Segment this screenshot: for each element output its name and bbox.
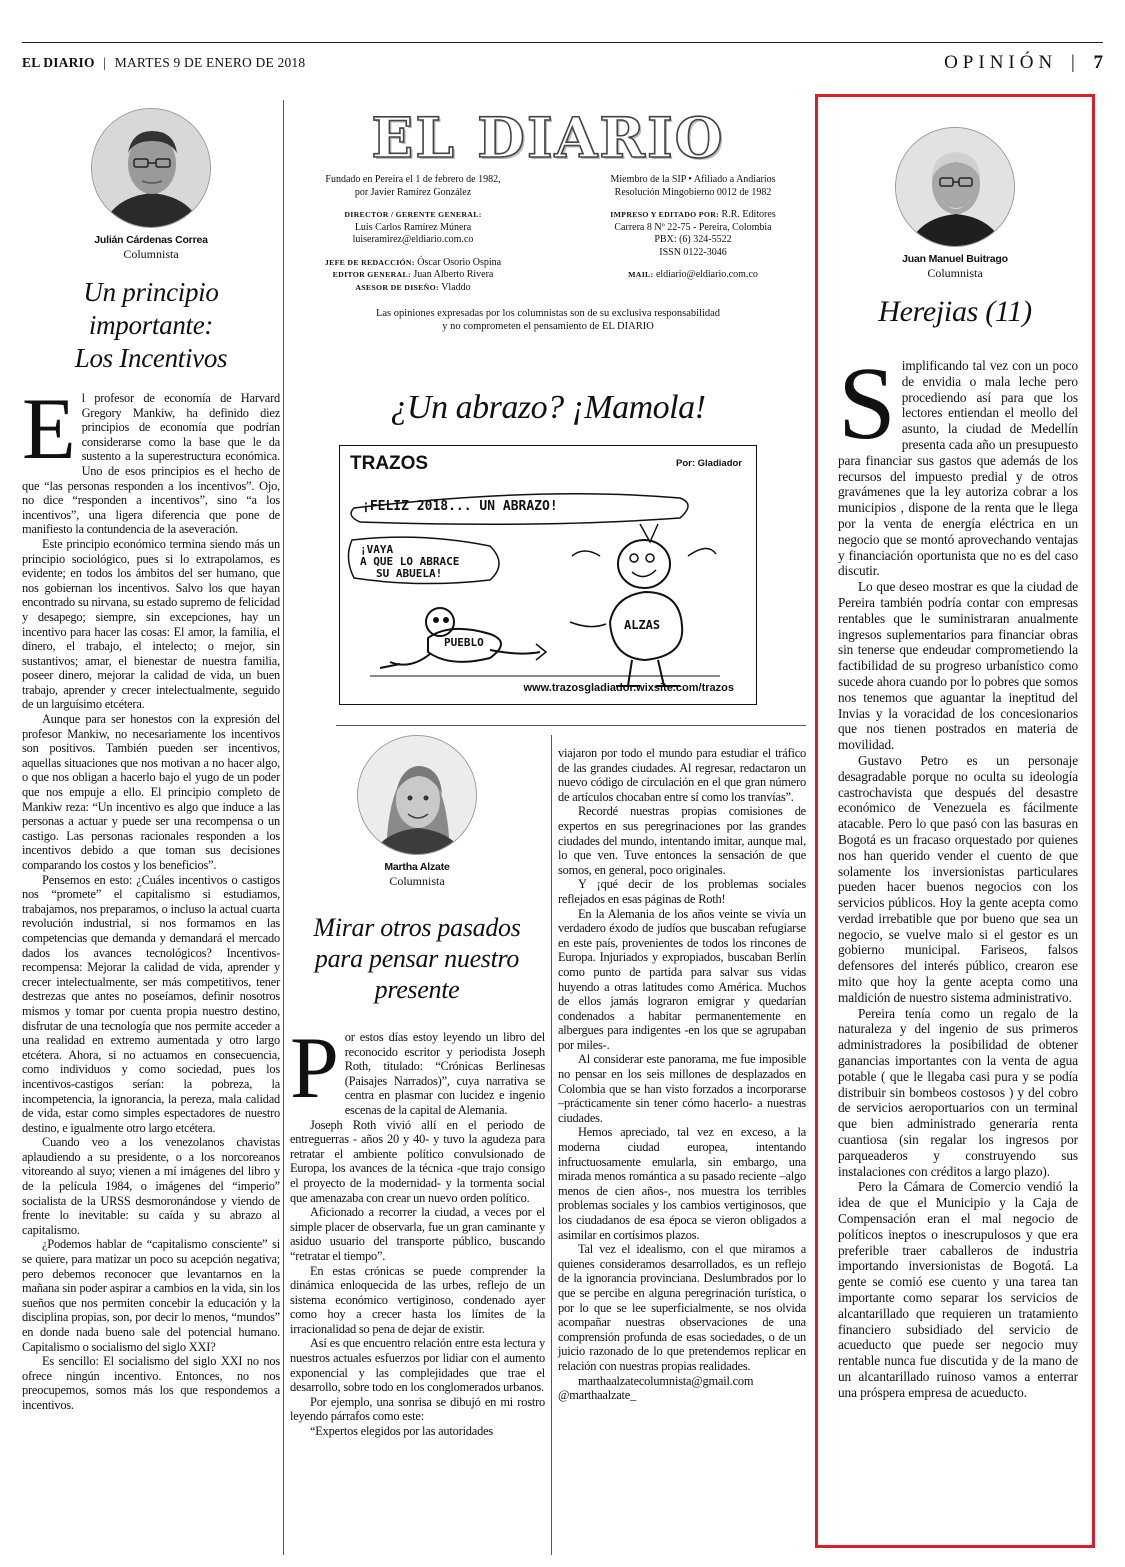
paragraph: En la Alemania de los años veinte se vivía un verdadero éxodo de judíos que buscaban refugiarse en este país, provenientes de todos los rincones de Europa. Injuriados y expropiados, buscaban Berlín como punto de partida para salvar sus vidas huyendo a otras latitudes como América. Muchos de ellos jamás lograron emigrar y quedarían condenados a habitar permanentemente en albergues para indigentes -en los que se agrupaban por miles-. [558, 906, 806, 1052]
column-alzate [288, 735, 546, 889]
author-role: Columnista [123, 247, 179, 261]
bubble-2-line-3: SU ABUELA! [376, 567, 443, 580]
author-name: Martha Alzate [384, 861, 450, 873]
impreso-label: IMPRESO Y EDITADO POR: [610, 210, 720, 219]
paragraph: Y ¡qué decir de los problemas sociales reflejados en esas páginas de Roth! [558, 877, 806, 906]
editor-label: EDITOR GENERAL: [332, 270, 411, 279]
drop-cap: E [22, 381, 76, 478]
title-line-1: Un principio importante: [83, 277, 219, 340]
column-buitrago-highlighted [815, 94, 1095, 1548]
author-role: Columnista [927, 266, 983, 280]
paragraph: Al considerar este panorama, me fue imposible no pensar en los seis millones de desplazados en Colombia que se han visto forzados a incorporarse –prácticamente sin tener cómo hacerlo- a nuestras ciudades. [558, 1052, 806, 1125]
editor-name: Juan Alberto Rivera [413, 269, 494, 280]
masthead-info-right [578, 174, 808, 294]
issue-date: MARTES 9 DE ENERO DE 2018 [114, 55, 306, 70]
cartoon-bubble-2 [360, 544, 459, 580]
paragraph: Hemos apreciado, tal vez en exceso, a la moderna ciudad europea, intentando infructuosamente emularla, sin embargo, una mirada menos romántica a su pasado reciente –algo menos de cien años-, nos muestra los terribles problemas sociales y los cambios vertiginosos, que los ciudadanos de esa época se vieron obligados a asimilar en cortísimos plazos. [558, 1125, 806, 1242]
header-right [944, 52, 1103, 74]
column-divider [283, 100, 284, 1555]
masthead-area [288, 105, 808, 705]
page-number: 7 [1093, 52, 1103, 73]
impreso-name: R.R. Editores [721, 209, 776, 220]
author-photo-cardenas [91, 108, 211, 228]
cartoon-bottom-rule [336, 725, 806, 726]
portrait-woman [358, 736, 477, 855]
article-body-buitrago [838, 346, 1078, 1401]
disclaimer-line-2: y no comprometen el pensamiento de EL DIARIO [442, 320, 654, 332]
disclaimer [288, 308, 808, 333]
author-name: Julián Cárdenas Correa [94, 234, 208, 246]
cartoon-heading: ¿Un abrazo? ¡Mamola! [390, 389, 706, 426]
paragraph: or estos días estoy leyendo un libro del reconocido escritor y periodista Joseph Roth, titulado: “Crónicas Berlinesas (Paisajes Narrados)”, cuya narrativa se centra en plasmar con lucidez e ingenio escenas de la capital de Alemania. [344, 1030, 545, 1117]
paragraph: Pero la Cámara de Comercio vendió la idea de que el Municipio y la Caja de Compensación eran el mal negocio de políticos ineptos o inescrupulosos y que era preferible traer caballeros de industria importando inversionistas de Bogotá. La gente se comió ese cuento y una tarea tan importante como separar los servicios de alcantarillado que requieren un tratamiento financiero subsidiado del servicio de acueducto que puede ser negocio muy rentable nunca fue discutida y de la mano de un alcantarillado ruinoso vamos a enterrar una próspera empresa de acueducto. [838, 1179, 1078, 1400]
paragraph: viajaron por todo el mundo para estudiar el tráfico de las grandes ciudades. Al regresar, redactaron un nuevo código de circulación en el que gran número de artículos chocaban entre sí como los tranvías”. [558, 746, 806, 804]
jefe-label: JEFE DE REDACCIÓN: [324, 257, 415, 267]
cartoon-author: Por: Gladiador [676, 458, 742, 469]
header-left [22, 55, 305, 71]
masthead-logo: EL DIARIO [371, 105, 725, 170]
title-line-1: Mirar otros pasados [313, 913, 521, 942]
paragraph: Así es que encuentro relación entre esta lectura y nuestros actuales esfuerzos por lidiar con el aumento exponencial y las complejidades que trae el desarrollo, sobre todo en los conglomerados urbanos. [290, 1336, 545, 1395]
author-photo-buitrago [895, 127, 1015, 247]
cartoon-panel [339, 445, 757, 705]
header-separator-right: | [1070, 52, 1080, 73]
drop-cap: P [290, 1020, 339, 1117]
header-rule [22, 42, 1103, 43]
member-line-2: Resolución Mingobierno 0012 de 1982 [614, 186, 772, 198]
portrait-man-glasses [92, 109, 211, 228]
paragraph: Tal vez el idealismo, con el que miramos a quienes consideramos desarrollados, es un reflejo de la ignorancia provinciana. Deslumbrados por lo que se percibe en alguna peregrinación turística, o por lo que se lee superficialmente, se nos olvida acompañar nuestras observaciones de una comprensión profunda de esas sociedades, o de un juicio razonado de lo que pretendemos replicar en relación con nuestras propias realidades. [558, 1242, 806, 1373]
paragraph: implificando tal vez con un poco de envidia o mala leche pero procediendo así para que los lectores entiendan el meollo del asunto, la ciudad de Medellín presenta cada año un presupuesto para financiar sus gastos que además de los recursos del impuesto predial y de otros gravámenes que la ley autoriza cobrar a los municipios , dispone de la renta que le llega por la venta de energía eléctrica en un negocio que se montó aprovechando ventajas y financiación oportunista que no es del caso discutir. [838, 358, 1078, 579]
paper-name: EL DIARIO [22, 55, 95, 70]
disclaimer-line-1: Las opiniones expresadas por los columnistas son de su exclusiva responsabilidad [375, 308, 721, 319]
pbx: PBX: (6) 324-5522 [654, 234, 732, 245]
paragraph: Cuando veo a los venezolanos chavistas aplaudiendo a su presidente, o a los norcoreanos vitoreando al suyo; vienen a mí imágenes del libro y de la película 1984, o imágenes del “imperio” socialista de la URSS desmoronándose y viendo de frente lo inevitable: su caída y su abrazo al capitalismo. [22, 1135, 280, 1237]
masthead [288, 105, 808, 333]
header-separator: | [103, 55, 107, 70]
founded-line-2: por Javier Ramírez González [354, 186, 472, 198]
section-name: OPINIÓN [944, 52, 1058, 73]
masthead-info [288, 174, 808, 294]
cartoon-label-pueblo: PUEBLO [444, 636, 484, 649]
article-body-cardenas [22, 381, 280, 1413]
address: Carrera 8 Nº 22-75 - Pereira, Colombia [614, 221, 772, 233]
author-name: Juan Manuel Buitrago [902, 253, 1008, 265]
title-line-2: para pensar nuestro [314, 944, 520, 973]
portrait-older-man [896, 128, 1015, 247]
paragraph: Es sencillo: El socialismo del siglo XXI no nos ofrece ningún incentivo. Entonces, no nos preocupemos, somos más los que respondemos a incentivos. [22, 1354, 280, 1412]
founded-line-1: Fundado en Pereira el 1 de febrero de 1982, [325, 174, 501, 185]
column-cardenas [22, 108, 280, 1413]
asesor-name: Vladdo [441, 281, 471, 293]
paragraph: Pereira tenía como un regalo de la naturaleza y del ingenio de sus primeros administradores la posibilidad de obtener ganancias importantes con la venta de agua potable ( que le llegaba casi pura y se podía distribuir sin bombeos costosos ) y del cobro de servicios aeroportuarios con un terminal que bien administrado generaría renta cuantiosa (sin regalar los ingresos por parqueaderos y construyendo sus instalaciones con créditos a largo plazo). [838, 1005, 1078, 1179]
author-role: Columnista [389, 874, 445, 888]
paragraph: Joseph Roth vivió allí en el periodo de entreguerras - años 20 y 40- y tuvo la agudeza para retratar el ambiente político convulsionado de Europa, los avances de la técnica -que trajo consigo el proyecto de la modernidad- y la tormenta social que amenazaba con crear un nuevo orden político. [290, 1117, 545, 1205]
title-line-2: Los Incentivos [74, 343, 228, 373]
bubble-2-line-1: ¡VAYA [360, 543, 394, 556]
asesor-label: ASESOR DE DISEÑO: [355, 282, 439, 292]
paragraph: Aunque para ser honestos con la expresión del profesor Mankiw, no necesariamente los incentivos son positivos. También pueden ser incentivos, aquellas situaciones que nos motivan a no hacer algo, o que nos obligan a hacerlo bajo el yugo de un poder que nos empuje a ello. El principio completo de Mankiw reza: “Un incentivo es algo que induce a las personas a actuar y puede ser una recompensa o un castigo. Las personas racionales responden a los incentivos debido a que toman sus decisiones comparando los costos y los beneficios”. [22, 712, 280, 872]
member-line-1: Miembro de la SIP • Afiliado a Andiarios [610, 174, 776, 185]
masthead-info-left [288, 174, 538, 294]
cartoon-strip-name: TRAZOS [350, 453, 429, 474]
director-name: Luis Carlos Ramírez Múnera [354, 221, 472, 233]
director-label: DIRECTOR / GERENTE GENERAL: [344, 210, 482, 219]
article-body-alzate-part2 [558, 746, 806, 1403]
article-body-alzate-part1 [290, 1020, 545, 1439]
drop-cap: S [838, 346, 896, 461]
paragraph: Pensemos en esto: ¿Cuáles incentivos o castigos nos “promete” el capitalismo si estudiamos, trabajamos, nos preparamos, o incluso la actual cuarta revolución industrial, si nos formamos en las competencias que demanda y demandará el mercado dados los avances tecnológicos? Incentivos-recompensa: Mejorar la calidad de vida, aprender y crecer intelectualmente, ser más competitivos, tener destrezas que antes no poseíamos, definir nosotros mismos y tomar por cuenta propia nuestro destino, disfrutar de una tecnología que nos permite acceder a una realidad en extremo aumentada y otro largo etcétera. Ahora, si no actuamos en consecuencia, como individuos y como sociedad, pues los incentivos-castigos serían: la pobreza, la incompetencia, la ignorancia, la pereza, mala calidad de vida, estar como simples espectadores de nuestro destino, e igualmente otro largo etcétera. [22, 872, 280, 1135]
cartoon-bubble-1: ¡FELIZ 2018... UN ABRAZO! [362, 499, 558, 514]
article-title: Herejias (11) [878, 295, 1032, 328]
paragraph: En estas crónicas se puede comprender la dinámica enloquecida de las urbes, reflejo de un sistema económico vertiginoso, condenado ayer como hoy a crecer hasta los límites de la irracionalidad so pena de dejar de existir. [290, 1263, 545, 1336]
paragraph: Recordé nuestras propias comisiones de expertos en sus peregrinaciones por las grandes ciudades del mundo, intentando imitar, aunque mal, lo que ven. Tuve entonces la sensación de que somos, en general, poco originales. [558, 804, 806, 877]
column-divider [551, 735, 552, 1555]
paragraph: Por ejemplo, una sonrisa se dibujó en mi rostro leyendo párrafos como este: [290, 1394, 545, 1424]
paragraph: l profesor de economía de Harvard Gregory Mankiw, ha definido diez principios de economía que podrían considerarse como la base que le da sustento a la superestructura económica. Uno de esos principios es el hecho de que “las personas responden a los incentivos”. Ojo, no dice “responden a incentivos”, sino “a los incentivos”, una ligera diferencia que pone de manifiesto la contundencia de la aseveración. [22, 391, 280, 537]
cartoon-website: www.trazosgladiador.wixsite.com/trazos [523, 682, 734, 694]
paragraph: ¿Podemos hablar de “capitalismo consciente” si se quiere, para matizar un poco su acepción negativa; pero debemos reconocer que levantarnos en la mañana sin poder aspirar a cambios en la vida, sin los sueños que nos permiten concebir la educación y la disciplina propias, son, por decir lo menos, “mundos” en donde nada bueno sale del potencial humano. Capitalismo o socialismo del siglo XXI? [22, 1237, 280, 1354]
mail-address: eldiario@eldiario.com.co [655, 269, 758, 280]
paragraph: Lo que deseo mostrar es que la ciudad de Pereira también podría contar con empresas rentables que le suministraran anualmente ingresos suplementarios para financiar obras sin tenerse que endeudar comprometiendo la factibilidad de su progreso urbanístico como sucede ahora cuando por lo pobres que somos nos tenemos que aguantar la ineptitud del Invias y la voracidad de los concesionarios que nos tienen postrados en materia de movilidad. [838, 579, 1078, 753]
mail-label: MAIL: [628, 270, 654, 279]
director-email: luiseramirez@eldiario.com.co [352, 234, 474, 245]
author-photo-alzate [357, 735, 477, 855]
jefe-name: Óscar Osorio Ospina [417, 256, 502, 268]
paragraph: Este principio económico termina siendo más un principio sociológico, pues si lo extrapolamos, es evidente; en todos los ámbitos del ser humano, que nos gobiernan los incentivos. Salvo los que hayan encontrado su nirvana, su estado supremo de felicidad y desapego; siempre, sin excepciones, hay un incentivo para hacer las cosas: El amor, la familia, el dinero, el trabajo, el intelecto; o mejor, sin sustantivos; amar, el bienestar de nuestra familia, poseer dinero, mejorar la calidad de vida, un buen trabajo, aprender y crecer intelectualmente, seguido de un larguísimo etcétera. [22, 536, 280, 712]
issn: ISSN 0122-3046 [659, 246, 727, 258]
cartoon-label-alzas: ALZAS [624, 618, 661, 632]
article-title [22, 276, 280, 375]
author-contact: marthaalzatecolumnista@gmail.com @marthaalzate_ [558, 1373, 754, 1403]
paragraph: Aficionado a recorrer la ciudad, a veces por el simple placer de observarla, fue un gran caminante y asiduo usuario del transporte público, buscando “retratar el tiempo”. [290, 1205, 545, 1263]
bubble-2-line-2: A QUE LO ABRACE [360, 555, 460, 568]
paragraph: Gustavo Petro es un personaje desagradable porque no oculta su ideología castrochavista que después del desastre económico de Venezuela es fácilmente atacable. Pero lo que pasó con las basuras en Bogotá es un fracaso orquestado por quienes nos han querido vender el cuento de que solamente los inversionistas particulares pueden hacer buenos negocios con los servicios públicos. Hoy la gente acepta como verdad irrebatible que por bueno que sea un negocio, se vuelve malo si el gestor es un gobierno municipal. Fariseos, falsos defensores del interés público, crearon ese mito que hoy la gente acepta como una maldición de nuestro sistema administrativo. [838, 752, 1078, 1005]
article-title [288, 912, 546, 1005]
paragraph: “Expertos elegidos por las autoridades [310, 1424, 494, 1439]
title-line-3: presente [374, 975, 460, 1004]
